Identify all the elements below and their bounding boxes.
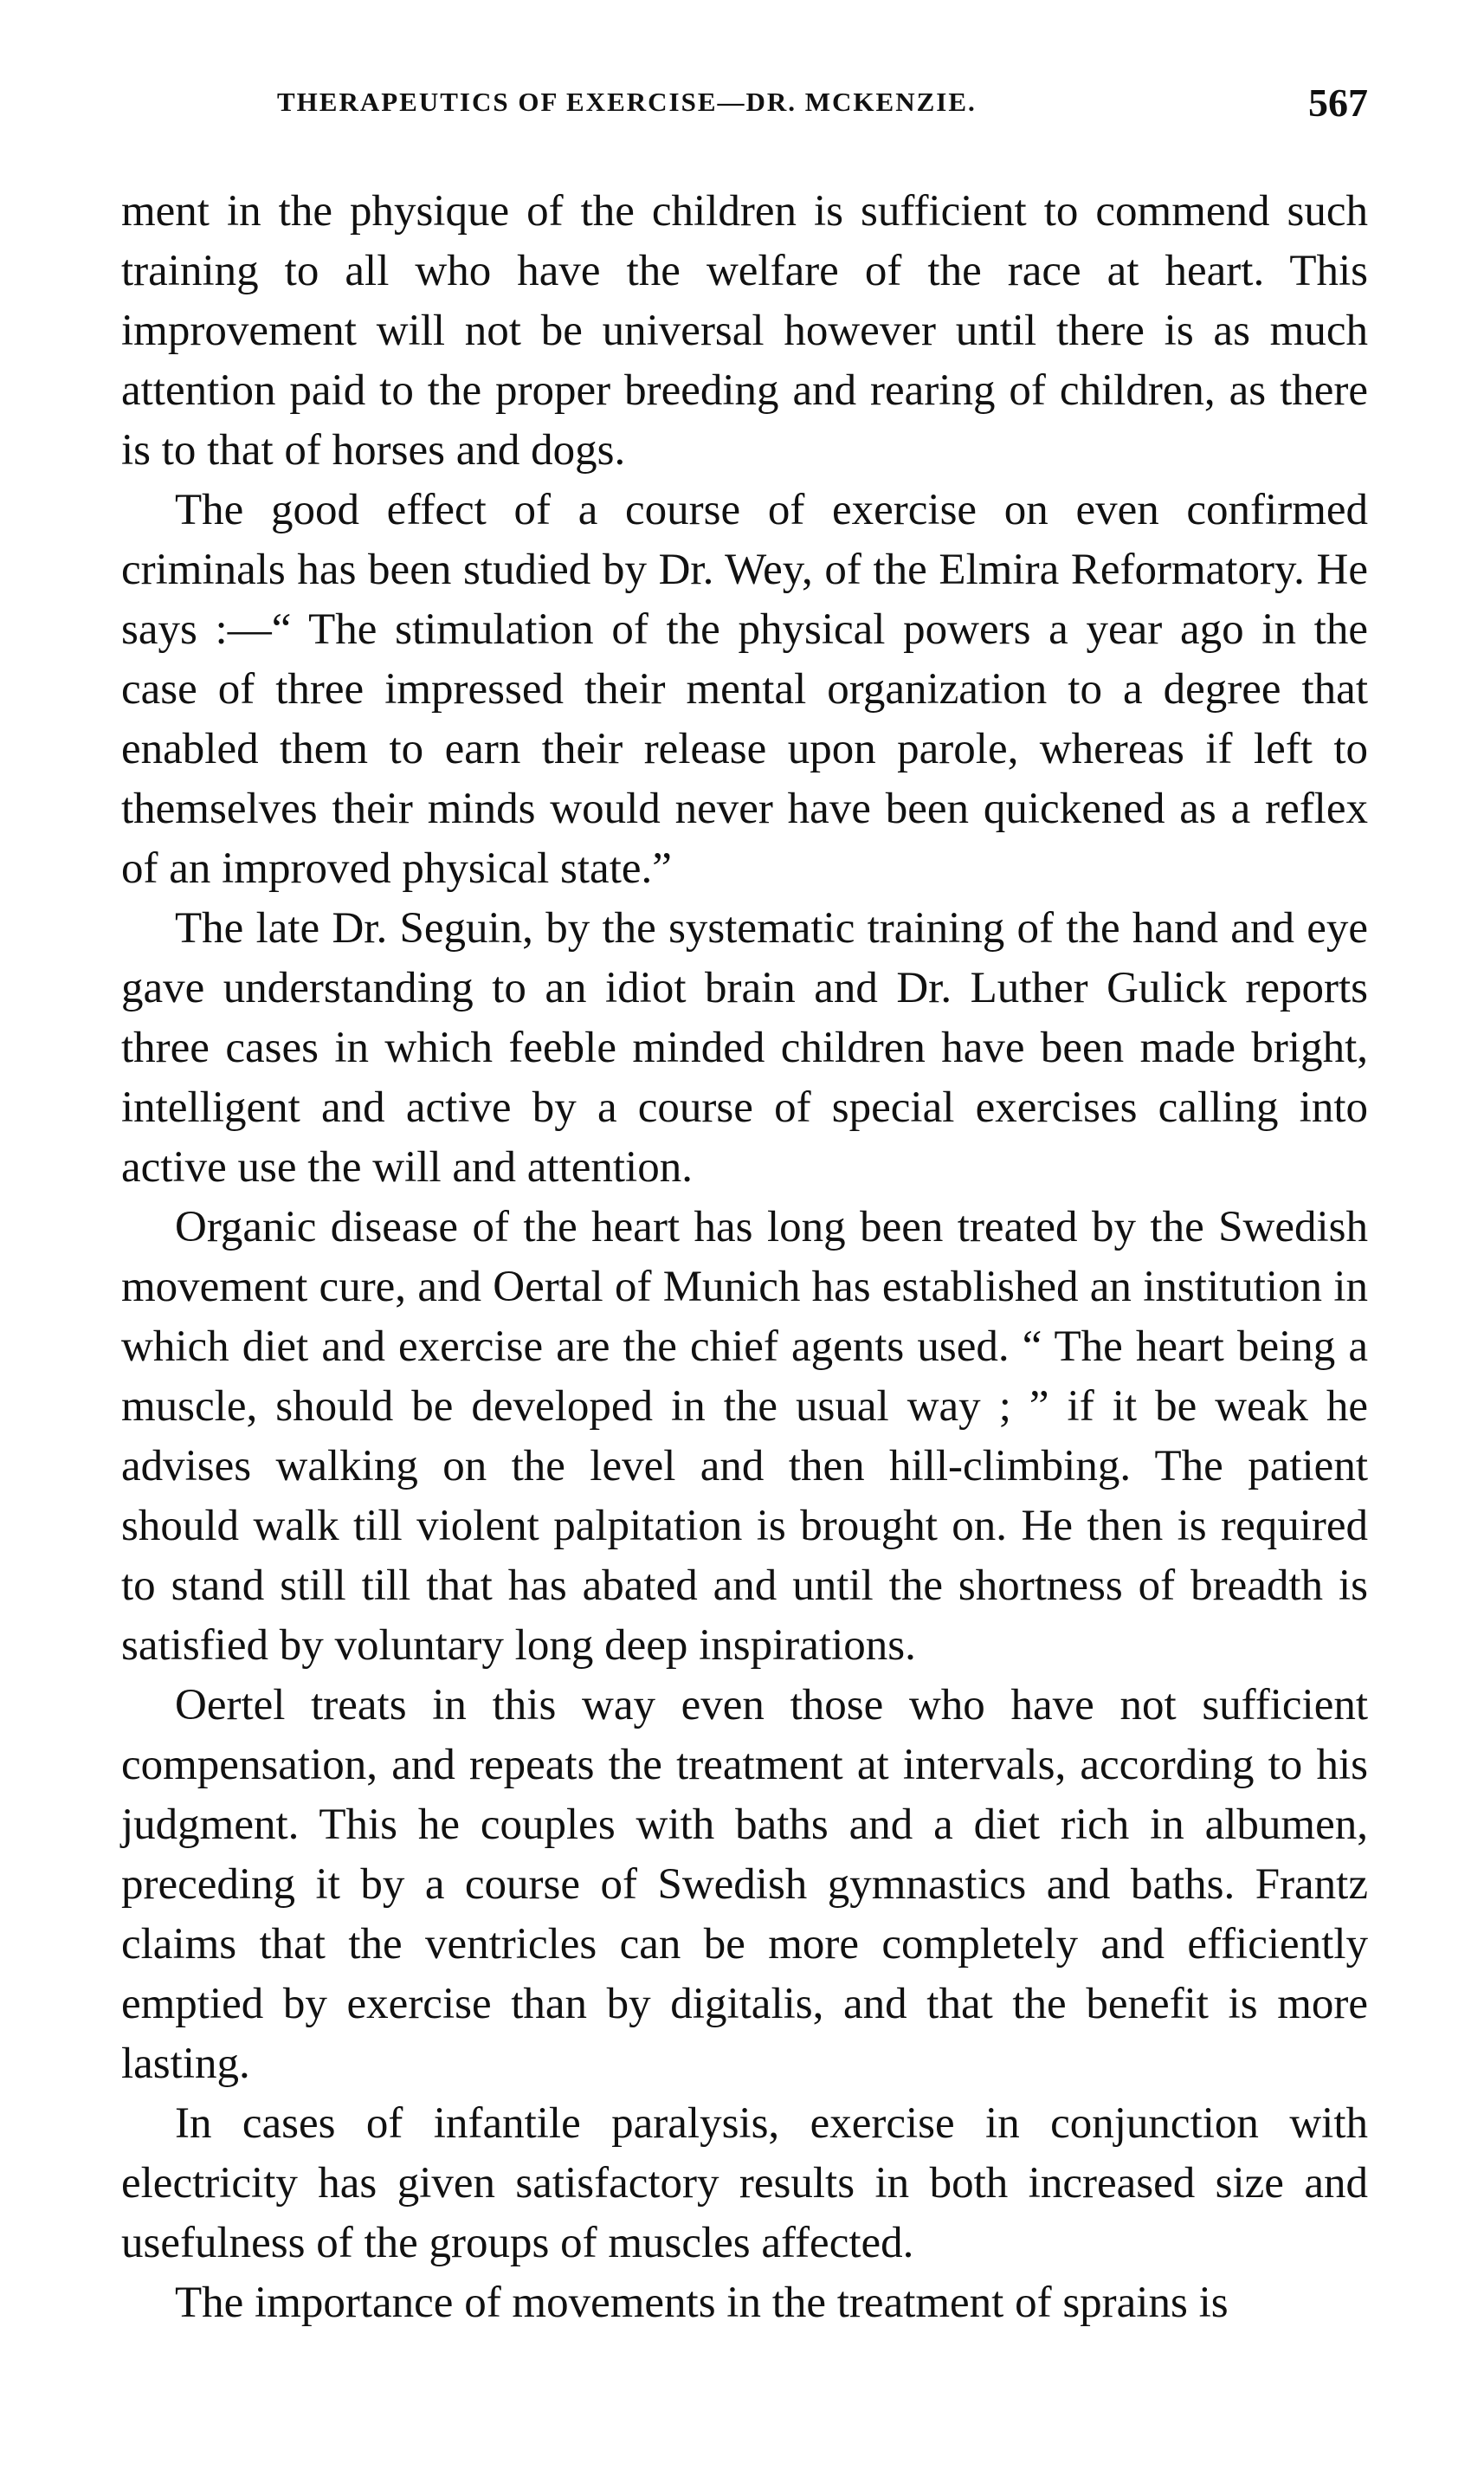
paragraph-continued: ment in the physique of the children is sufficient to commend such training to all who have the welfare of the race at heart. This improvement will not be universal however until there is as much attention paid to the proper breeding and rearing of children, as there is to that of horses and dogs. xyxy=(121,187,1368,475)
running-head xyxy=(121,81,1368,139)
paragraph-sprains: The importance of movements in the treatment of sprains is xyxy=(175,2279,1229,2327)
paragraph-infantile-paralysis: In cases of infantile paralysis, exercise in conjunction with electricity has given satisfactory results in both increased size and usefulness of the groups of muscles affected. xyxy=(121,2099,1368,2267)
paragraph-criminals: The good effect of a course of exercise on even confirmed criminals has been studied by Dr. Wey, of the Elmira Reformatory. He says :—“ The stimulation of the physical powers a year ago in the case of three impressed their mental organization to a degree that enabled them to earn their release upon parole, whereas if left to themselves their minds would never have been quickened as a reflex of an improved physical state.” xyxy=(121,486,1368,893)
paragraph-seguin: The late Dr. Seguin, by the systematic training of the hand and eye gave understanding to an idiot brain and Dr. Luther Gulick reports three cases in which feeble minded children have been made bright, intelligent and active by a course of special exercises calling into active use the will and attention. xyxy=(121,904,1368,1192)
paragraph-heart-disease: Organic disease of the heart has long been treated by the Swedish movement cure, and Oertal of Munich has established an institution in which diet and exercise are the chief agents used. “ The heart being a muscle, should be developed in the usual way ; ” if it be weak he advises walking on the level and then hill-climbing. The patient should walk till violent palpitation is brought on. He then is required to stand still till that has abated and until the shortness of breadth is satisfied by voluntary long deep inspirations. xyxy=(121,1203,1368,1670)
body-text xyxy=(121,182,1368,2333)
paragraph-oertel: Oertel treats in this way even those who have not sufficient compensation, and repeats the treatment at intervals, according to his judgment. This he couples with baths and a diet rich in albumen, preceding it by a course of Swedish gymnastics and baths. Frantz claims that the ventricles can be more completely and efficiently emptied by exercise than by digitalis, and that the benefit is more lasting. xyxy=(121,1681,1368,2088)
page-number: 567 xyxy=(1308,81,1368,125)
running-title: THERAPEUTICS OF EXERCISE—DR. MCKENZIE. xyxy=(277,87,977,117)
